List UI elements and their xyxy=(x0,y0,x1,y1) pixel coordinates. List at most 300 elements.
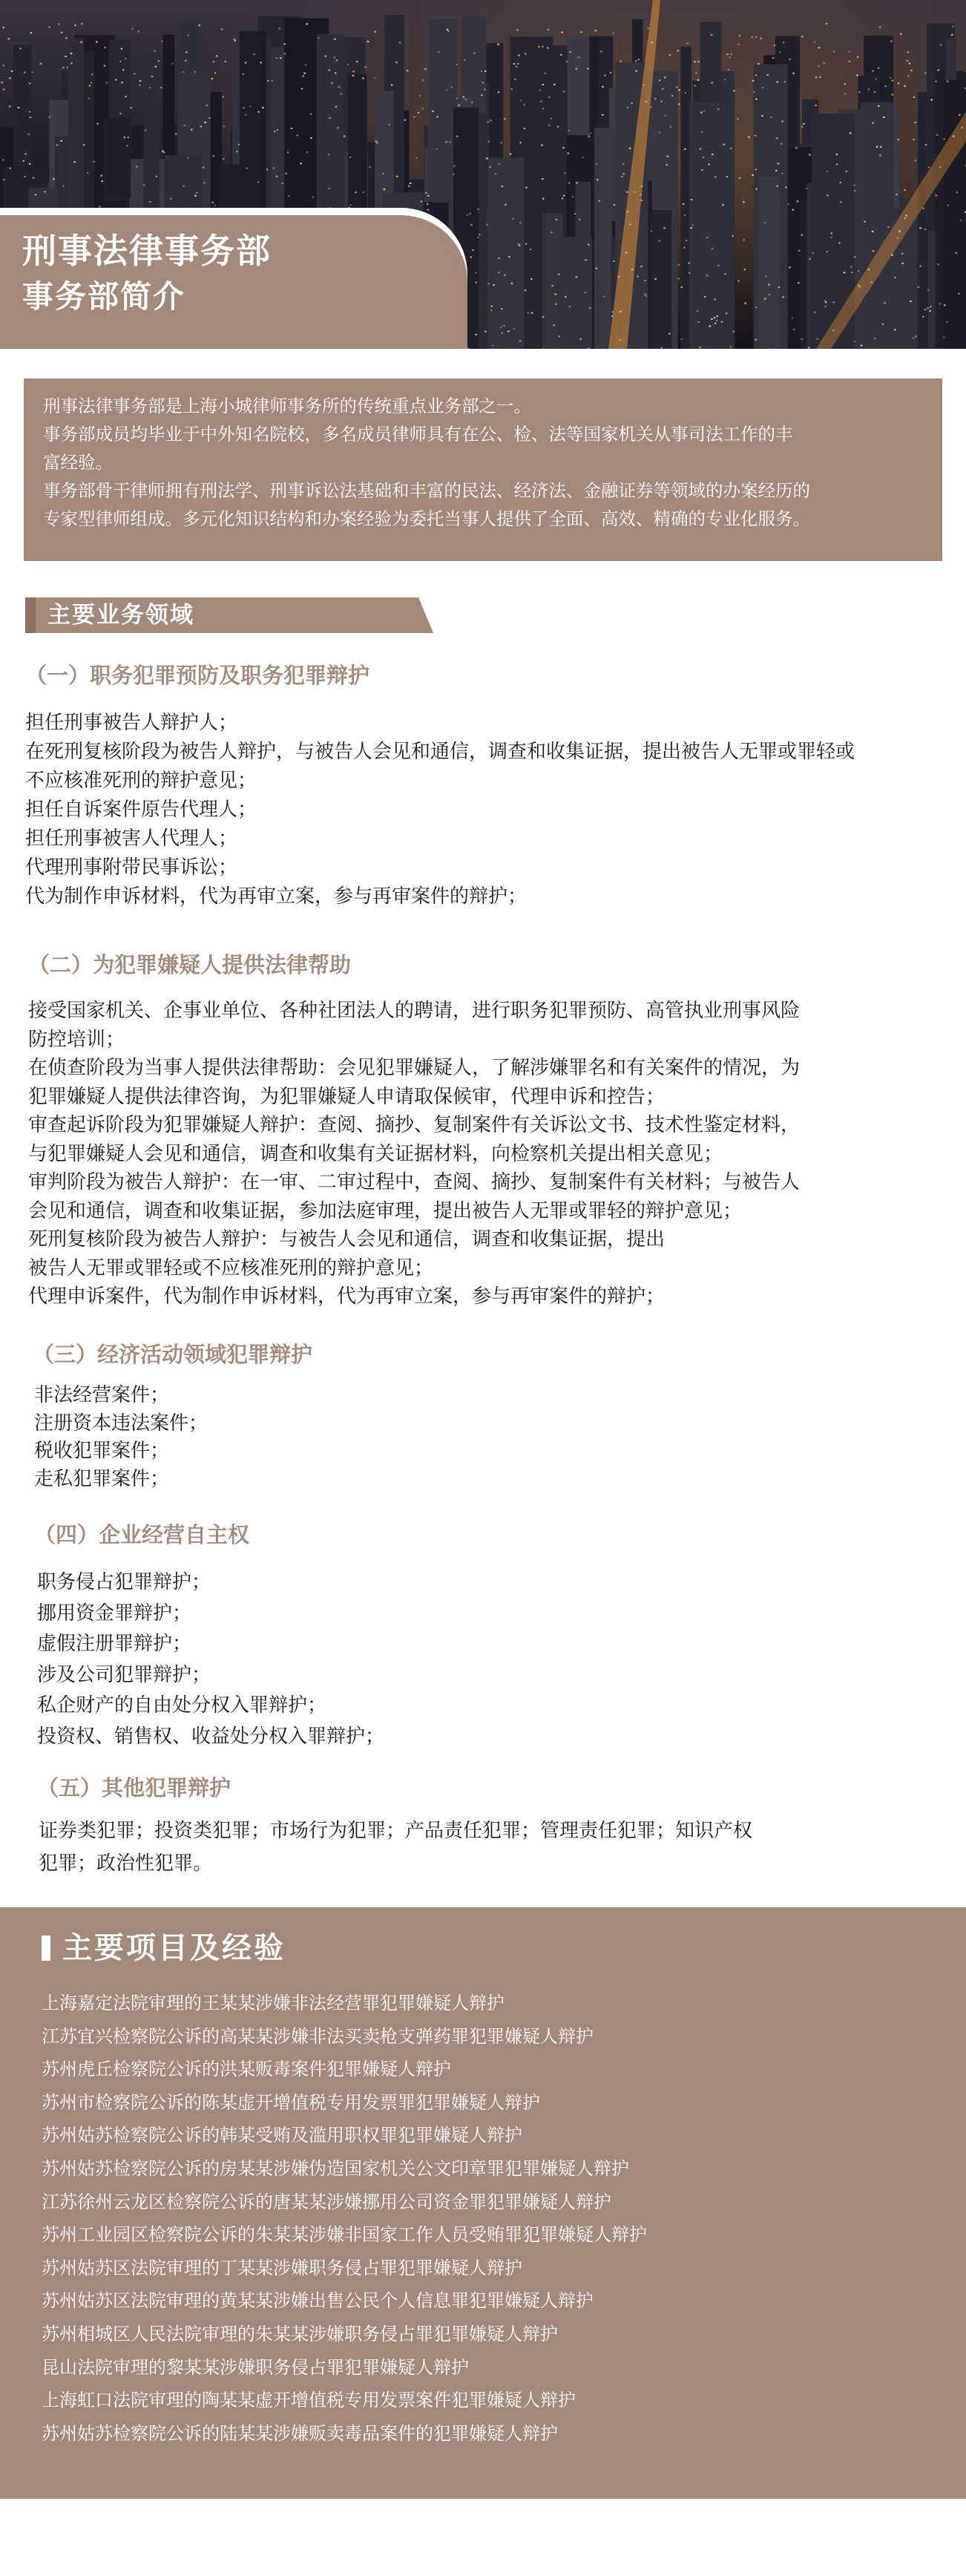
window-light xyxy=(245,114,247,116)
window-light xyxy=(155,66,157,68)
window-light xyxy=(929,310,931,312)
window-light xyxy=(88,98,90,99)
window-light xyxy=(761,115,763,117)
window-light xyxy=(504,275,506,276)
window-light xyxy=(470,224,473,226)
window-light xyxy=(122,69,125,71)
window-light xyxy=(238,144,240,145)
window-light xyxy=(691,199,693,200)
window-light xyxy=(775,170,778,171)
window-light xyxy=(731,53,733,55)
window-light xyxy=(96,123,99,125)
window-light xyxy=(476,282,478,284)
window-light xyxy=(473,53,476,54)
window-light xyxy=(29,163,31,165)
window-light xyxy=(645,101,648,102)
window-light xyxy=(40,63,42,65)
project-item: 上海嘉定法院审理的王某某涉嫌非法经营罪犯罪嫌疑人辩护 xyxy=(42,1993,505,2013)
window-light xyxy=(626,191,628,193)
window-light xyxy=(347,64,349,65)
window-light xyxy=(907,76,910,77)
window-light xyxy=(711,34,713,36)
window-light xyxy=(612,33,614,34)
window-light xyxy=(798,250,801,252)
window-light xyxy=(415,157,418,159)
building xyxy=(689,102,729,349)
window-light xyxy=(404,119,407,121)
window-light xyxy=(857,56,859,58)
window-light xyxy=(8,38,10,39)
window-light xyxy=(659,79,661,81)
window-light xyxy=(900,33,902,35)
body-line: 涉及公司犯罪辩护； xyxy=(37,1663,211,1686)
window-light xyxy=(854,190,856,191)
window-light xyxy=(245,62,247,64)
body-line: 死刑复核阶段为被告人辩护：与被告人会见和通信，调查和收集证据，提出 xyxy=(28,1228,666,1251)
window-light xyxy=(604,75,606,76)
window-light xyxy=(627,211,629,212)
window-light xyxy=(396,176,398,177)
window-light xyxy=(481,94,483,96)
window-light xyxy=(858,91,861,93)
window-light xyxy=(283,43,286,45)
window-light xyxy=(758,63,760,65)
window-light xyxy=(508,256,510,258)
window-light xyxy=(712,154,714,155)
window-light xyxy=(49,117,51,118)
window-light xyxy=(726,53,729,55)
window-light xyxy=(558,274,560,275)
window-light xyxy=(770,117,772,118)
window-light xyxy=(131,28,134,30)
subsection-body xyxy=(34,1382,208,1493)
window-light xyxy=(553,324,555,326)
project-item: 苏州姑苏区法院审理的丁某某涉嫌职务侵占罪犯罪嫌疑人辩护 xyxy=(42,2257,522,2278)
window-light xyxy=(711,82,713,83)
window-light xyxy=(328,154,330,155)
window-light xyxy=(853,185,855,186)
window-light xyxy=(3,89,5,91)
window-light xyxy=(700,111,703,113)
window-light xyxy=(2,27,4,28)
window-light xyxy=(424,68,427,70)
body-line: 走私犯罪案件； xyxy=(34,1467,170,1490)
window-light xyxy=(266,168,269,170)
window-light xyxy=(463,96,465,98)
window-light xyxy=(260,62,263,63)
window-light xyxy=(803,123,805,125)
window-light xyxy=(645,295,648,297)
window-light xyxy=(785,187,787,189)
window-light xyxy=(9,168,11,169)
window-light xyxy=(131,107,133,108)
window-light xyxy=(106,82,108,83)
subsection-title: （四）企业经营自主权 xyxy=(34,1522,250,1547)
window-light xyxy=(823,62,825,64)
window-light xyxy=(445,89,447,91)
window-light xyxy=(276,57,278,59)
building xyxy=(556,237,592,349)
window-light xyxy=(364,66,367,68)
window-light xyxy=(946,321,948,323)
window-light xyxy=(563,91,565,92)
window-light xyxy=(579,219,581,220)
window-light xyxy=(582,157,585,158)
window-light xyxy=(143,184,145,186)
window-light xyxy=(530,249,532,250)
body-line: 防控培训； xyxy=(28,1028,125,1051)
window-light xyxy=(590,133,592,134)
window-light xyxy=(905,214,907,216)
window-light xyxy=(856,75,858,76)
window-light xyxy=(81,23,83,24)
window-light xyxy=(447,30,450,32)
window-light xyxy=(486,158,488,160)
window-light xyxy=(858,270,860,272)
hero-banner xyxy=(0,0,966,349)
building xyxy=(759,177,779,349)
window-light xyxy=(301,88,303,90)
window-light xyxy=(303,73,306,74)
window-light xyxy=(576,182,578,183)
window-light xyxy=(562,197,564,199)
window-light xyxy=(344,136,346,137)
body-line: 担任刑事被害人代理人； xyxy=(25,827,238,850)
projects-heading: 主要项目及经验 xyxy=(62,1931,286,1965)
window-light xyxy=(647,27,649,29)
window-light xyxy=(892,94,894,96)
window-light xyxy=(849,61,851,62)
window-light xyxy=(833,51,835,53)
window-light xyxy=(564,172,566,174)
window-light xyxy=(579,338,582,340)
window-light xyxy=(684,214,686,216)
window-light xyxy=(876,146,878,148)
window-light xyxy=(709,326,712,327)
window-light xyxy=(551,232,553,233)
window-light xyxy=(659,132,661,134)
window-light xyxy=(336,59,338,61)
window-light xyxy=(730,347,732,348)
window-light xyxy=(733,331,735,332)
window-light xyxy=(620,339,622,341)
window-light xyxy=(956,191,959,193)
window-light xyxy=(200,126,203,128)
window-light xyxy=(53,178,55,180)
window-light xyxy=(714,298,717,300)
window-light xyxy=(517,243,519,245)
window-light xyxy=(487,121,490,122)
window-light xyxy=(399,42,401,44)
window-light xyxy=(850,266,852,268)
window-light xyxy=(384,189,386,190)
window-light xyxy=(801,338,804,340)
window-light xyxy=(542,198,545,200)
window-light xyxy=(61,140,63,142)
window-light xyxy=(224,61,226,62)
subsection-title: （五）其他犯罪辩护 xyxy=(37,1775,231,1800)
intro-line: 事务部骨干律师拥有刑法学、刑事诉讼法基础和丰富的民法、经济法、金融证券等领域的办案经历的 xyxy=(43,480,810,501)
window-light xyxy=(545,73,547,74)
window-light xyxy=(597,179,599,180)
window-light xyxy=(501,142,503,144)
window-light xyxy=(850,132,852,134)
window-light xyxy=(687,43,689,45)
window-light xyxy=(9,105,11,107)
window-light xyxy=(836,154,838,155)
window-light xyxy=(154,50,156,52)
window-light xyxy=(531,312,533,314)
window-light xyxy=(422,108,424,109)
window-light xyxy=(436,116,438,117)
window-light xyxy=(419,95,421,96)
window-light xyxy=(234,39,237,41)
window-light xyxy=(355,191,357,193)
window-light xyxy=(185,60,187,62)
window-light xyxy=(724,273,726,275)
building xyxy=(488,157,525,349)
window-light xyxy=(819,76,821,78)
window-light xyxy=(964,88,966,89)
window-light xyxy=(421,201,423,203)
window-light xyxy=(940,44,942,45)
window-light xyxy=(312,197,315,198)
window-light xyxy=(739,35,741,36)
window-light xyxy=(620,61,622,62)
window-light xyxy=(498,258,500,259)
subsection-body xyxy=(25,709,855,911)
window-light xyxy=(622,173,625,174)
window-light xyxy=(846,171,848,172)
building xyxy=(861,102,894,349)
window-light xyxy=(873,250,875,252)
window-light xyxy=(872,71,874,72)
body-line: 担任刑事被告人辩护人； xyxy=(25,712,238,734)
window-light xyxy=(305,64,307,65)
window-light xyxy=(711,318,713,320)
window-light xyxy=(65,56,68,57)
window-light xyxy=(196,192,198,194)
window-light xyxy=(291,128,293,129)
window-light xyxy=(708,163,710,165)
window-light xyxy=(781,173,783,174)
window-light xyxy=(542,316,545,318)
window-light xyxy=(947,205,950,206)
window-light xyxy=(781,143,783,145)
window-light xyxy=(273,167,275,168)
window-light xyxy=(641,186,643,187)
window-light xyxy=(651,231,653,232)
window-light xyxy=(909,63,911,65)
intro-line: 事务部成员均毕业于中外知名院校，多名成员律师具有在公、检、法等国家机关从事司法工作的丰 xyxy=(43,424,793,445)
window-light xyxy=(553,84,556,85)
body-line: 审判阶段为被告人辩护：在一审、二审过程中，查阅、摘抄、复制案件有关材料；与被告人 xyxy=(28,1171,801,1193)
body-line: 虚假注册罪辩护； xyxy=(37,1633,192,1655)
window-light xyxy=(602,86,604,88)
window-light xyxy=(127,145,129,146)
window-light xyxy=(764,298,766,300)
window-light xyxy=(410,183,412,184)
window-light xyxy=(589,307,591,309)
window-light xyxy=(495,173,497,174)
window-light xyxy=(706,275,709,276)
body-line: 被告人无罪或罪轻或不应核准死刑的辩护意见； xyxy=(28,1256,434,1279)
window-light xyxy=(28,134,30,135)
window-light xyxy=(883,117,885,118)
intro-line: 刑事法律事务部是上海小城律师事务所的传统重点业务部之一。 xyxy=(43,396,531,416)
subsection-body xyxy=(39,1815,752,1880)
window-light xyxy=(453,174,455,175)
subsection-body xyxy=(28,997,800,1311)
window-light xyxy=(285,173,287,174)
window-light xyxy=(524,128,526,129)
window-light xyxy=(959,114,961,116)
window-light xyxy=(685,92,687,94)
window-light xyxy=(585,292,587,293)
window-light xyxy=(827,194,829,196)
window-light xyxy=(714,317,716,318)
window-light xyxy=(678,89,680,91)
window-light xyxy=(879,154,881,156)
window-light xyxy=(519,142,522,143)
building xyxy=(651,210,672,349)
window-light xyxy=(556,219,558,220)
window-light xyxy=(691,227,693,229)
window-light xyxy=(952,26,954,27)
intro-line: 专家型律师组成。多元化知识结构和办案经验为委托当事人提供了全面、高效、精确的专业化服务。 xyxy=(43,508,810,529)
window-light xyxy=(744,303,746,304)
window-light xyxy=(139,85,141,86)
window-light xyxy=(621,176,623,177)
window-light xyxy=(2,160,4,161)
window-light xyxy=(334,39,336,40)
window-light xyxy=(171,63,174,65)
window-light xyxy=(427,209,430,211)
window-light xyxy=(497,44,499,45)
window-light xyxy=(538,46,540,47)
window-light xyxy=(894,329,896,330)
window-light xyxy=(65,37,68,39)
window-light xyxy=(479,234,481,235)
window-light xyxy=(613,260,615,262)
window-light xyxy=(588,136,591,137)
window-light xyxy=(35,194,37,195)
window-light xyxy=(267,80,269,82)
window-light xyxy=(924,309,927,310)
window-light xyxy=(91,82,93,84)
window-light xyxy=(74,24,76,26)
window-light xyxy=(737,280,740,281)
window-light xyxy=(748,137,750,138)
window-light xyxy=(594,30,597,31)
window-light xyxy=(56,145,59,146)
window-light xyxy=(868,269,870,270)
window-light xyxy=(778,286,781,288)
window-light xyxy=(458,105,460,106)
window-light xyxy=(644,280,646,281)
window-light xyxy=(490,119,492,121)
window-light xyxy=(755,36,758,38)
window-light xyxy=(782,296,784,298)
window-light xyxy=(596,268,598,269)
window-light xyxy=(677,50,680,51)
window-light xyxy=(104,65,106,67)
window-light xyxy=(162,151,164,152)
window-light xyxy=(806,188,808,189)
window-light xyxy=(851,272,853,273)
window-light xyxy=(778,163,780,164)
window-light xyxy=(331,82,333,84)
project-item: 苏州姑苏区法院审理的黄某某涉嫌出售公民个人信息罪犯罪嫌疑人辩护 xyxy=(42,2290,594,2312)
window-light xyxy=(907,51,910,53)
window-light xyxy=(927,289,930,291)
window-light xyxy=(203,167,205,168)
window-light xyxy=(438,51,440,53)
window-light xyxy=(96,42,98,43)
window-light xyxy=(700,148,702,150)
window-light xyxy=(492,345,494,347)
window-light xyxy=(890,77,892,79)
window-light xyxy=(930,99,933,101)
window-light xyxy=(175,134,177,135)
window-light xyxy=(542,108,545,109)
window-light xyxy=(951,34,953,36)
window-light xyxy=(939,303,941,304)
window-light xyxy=(382,173,384,174)
window-light xyxy=(918,286,920,288)
body-line: 代理申诉案件，代为制作申诉材料，代为再审立案，参与再审案件的辩护； xyxy=(28,1285,666,1308)
window-light xyxy=(654,278,657,280)
window-light xyxy=(814,42,816,43)
window-light xyxy=(300,163,302,164)
window-light xyxy=(678,278,680,280)
window-light xyxy=(432,111,434,112)
window-light xyxy=(890,41,893,42)
window-light xyxy=(768,284,770,286)
window-light xyxy=(271,80,273,82)
window-light xyxy=(498,91,500,93)
window-light xyxy=(203,182,206,183)
window-light xyxy=(902,263,904,264)
body-line: 与犯罪嫌疑人会见和通信，调查和收集有关证据材料，向检察机关提出相关意见； xyxy=(28,1142,723,1165)
window-light xyxy=(467,348,470,349)
window-light xyxy=(644,294,646,295)
window-light xyxy=(119,61,122,62)
window-light xyxy=(844,272,846,273)
window-light xyxy=(678,264,680,266)
window-light xyxy=(450,141,452,142)
window-light xyxy=(697,61,700,62)
page-subtitle: 事务部简介 xyxy=(22,278,186,315)
window-light xyxy=(667,156,669,157)
window-light xyxy=(836,163,838,165)
body-line: 在侦查阶段为当事人提供法律帮助：会见犯罪嫌疑人，了解涉嫌罪名和有关案件的情况，为 xyxy=(28,1057,801,1079)
window-light xyxy=(519,245,521,246)
window-light xyxy=(475,272,477,273)
window-light xyxy=(767,74,769,76)
window-light xyxy=(436,148,438,150)
window-light xyxy=(9,77,11,79)
window-light xyxy=(467,214,469,216)
window-light xyxy=(755,189,758,190)
window-light xyxy=(706,237,709,238)
window-light xyxy=(792,209,794,211)
window-light xyxy=(489,166,491,168)
window-light xyxy=(44,191,46,192)
window-light xyxy=(704,296,706,298)
window-light xyxy=(288,195,290,197)
window-light xyxy=(858,286,861,287)
